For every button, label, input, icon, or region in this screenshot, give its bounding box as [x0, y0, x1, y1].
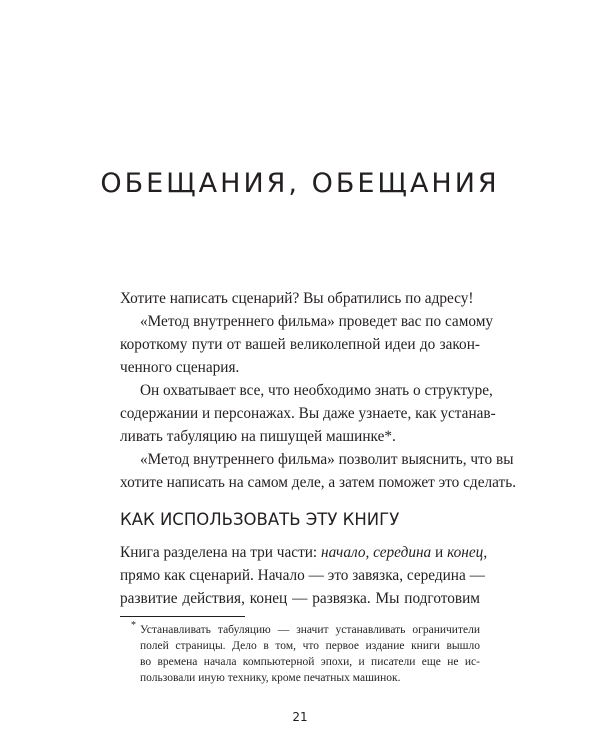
italic-span: конец [447, 544, 484, 561]
text-line: короткому пути от вашей великолепной идеи до закон- [120, 336, 480, 353]
chapter-title: ОБЕЩАНИЯ, ОБЕЩАНИЯ [100, 168, 500, 199]
text-span: Книга разделена на три части: [120, 544, 322, 561]
footnote-line: полей страницы. Дело в том, что первое издание книги вышло [140, 640, 480, 652]
text-line: Он охватывает все, что необходимо знать о структуре, [140, 382, 493, 399]
footnote-marker: * [131, 620, 136, 631]
text-line: ченного сценария. [120, 359, 240, 376]
text-line: ливать табуляцию на пишущей машинке*. [120, 428, 396, 445]
page-number: 21 [292, 710, 308, 724]
text-span: , [483, 544, 488, 561]
text-span: и [431, 544, 448, 561]
section-heading: КАК ИСПОЛЬЗОВАТЬ ЭТУ КНИГУ [120, 510, 400, 529]
text-line: «Метод внутреннего фильма» позволит выяснить, что вы [140, 451, 514, 468]
text-line: хотите написать на самом деле, а затем поможет это сделать. [120, 474, 517, 491]
text-line: «Метод внутреннего фильма» проведет вас по самому [140, 313, 494, 330]
text-line: развитие действия, конец — развязка. Мы подготовим [120, 590, 480, 607]
text-line: прямо как сценарий. Начало — это завязка, середина — [120, 567, 485, 584]
italic-span: начало, середина [321, 544, 432, 561]
text-line: Хотите написать сценарий? Вы обратились по адресу! [120, 290, 474, 307]
footnote-line: Устанавливать табуляцию — значит устанавливать ограничители [140, 624, 480, 636]
footnote-line: пользовали иную технику, кроме печатных машинок. [140, 672, 401, 684]
footnote [131, 620, 480, 686]
text-line: содержании и персонажах. Вы даже узнаете, как устанав- [120, 405, 496, 422]
text-line [120, 541, 488, 564]
footnote-divider [120, 616, 245, 617]
intro-text [120, 287, 517, 494]
footnote-line: во времена начала компьютерной эпохи, и писатели еще не ис- [140, 656, 480, 668]
section-text [120, 541, 488, 610]
